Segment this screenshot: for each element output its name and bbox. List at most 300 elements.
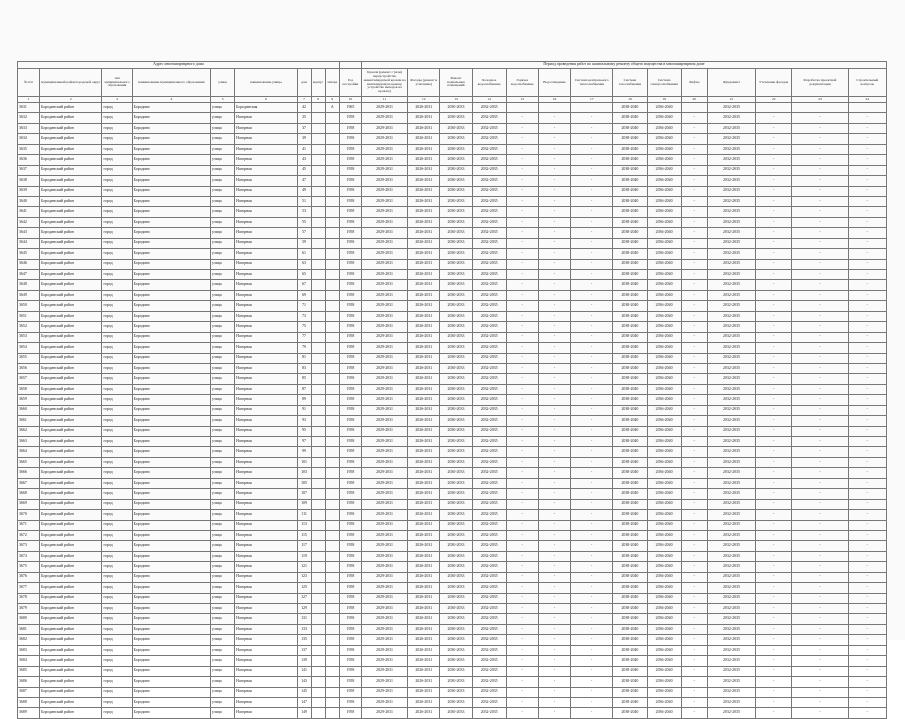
table-cell: - [506,144,538,154]
table-cell: 3631 [18,103,40,113]
table-cell: 2026-2031 [408,113,440,123]
table-cell: улица [211,176,235,186]
table-cell: - [571,666,613,676]
table-cell: 2029-2031 [361,677,407,687]
table-cell: - [506,123,538,133]
table-cell: 3660 [18,405,40,415]
table-cell: 125 [297,583,311,593]
table-cell: - [792,332,848,342]
table-cell: 2026-2031 [408,207,440,217]
table-cell: - [538,134,570,144]
table-cell: - [792,238,848,248]
table-cell: Бородинский район [40,144,102,154]
table-row [18,708,887,718]
table-cell: город [102,468,132,478]
column-header: литера [325,69,339,97]
table-cell: 2032-2035 [707,687,755,697]
table-cell: - [792,624,848,634]
column-number: 22 [756,97,792,103]
table-cell: 1958 [339,624,361,634]
table-cell: 3658 [18,384,40,394]
table-cell: - [848,551,886,561]
table-cell: 2030-2033 [440,144,472,154]
table-cell: 3661 [18,416,40,426]
table-cell: - [681,635,707,645]
column-header: Система центрального теплоснабжения [571,69,613,97]
table-cell [311,207,325,217]
table-cell: Нагорная [235,604,297,614]
table-cell: город [102,447,132,457]
table-cell: - [792,155,848,165]
table-cell: Бородино [132,322,210,332]
column-number: 2 [40,97,102,103]
table-cell: - [848,489,886,499]
table-cell: Бородино [132,593,210,603]
table-cell: Бородинский район [40,489,102,499]
table-cell: Бородино [132,697,210,707]
table-cell: город [102,238,132,248]
table-cell: Нагорная [235,384,297,394]
table-cell: - [538,259,570,269]
table-cell [311,343,325,353]
table-cell: 2036-2040 [647,144,681,154]
table-row [18,468,887,478]
table-cell: 3678 [18,593,40,603]
table-cell: 2032-2035 [472,499,506,509]
table-cell: 2029-2031 [361,322,407,332]
table-cell: 2032-2035 [472,478,506,488]
table-cell: 2032-2035 [472,301,506,311]
table-cell: 2026-2031 [408,353,440,363]
table-cell: 2032-2035 [707,426,755,436]
table-cell [325,123,339,133]
table-cell: 2029-2031 [361,113,407,123]
table-cell: - [681,520,707,530]
table-cell: - [571,186,613,196]
table-cell [311,238,325,248]
table-cell: 2032-2035 [472,593,506,603]
table-cell: Нагорная [235,645,297,655]
table-cell: 37 [297,123,311,133]
column-number: 10 [339,97,361,103]
table-cell: - [681,217,707,227]
table-cell: 1958 [339,238,361,248]
table-cell: 2026-2031 [408,708,440,718]
table-cell: 2026-2031 [408,583,440,593]
table-cell: Нагорная [235,353,297,363]
table-cell: - [506,311,538,321]
table-cell: 2032-2035 [472,311,506,321]
table-cell: 2030-2033 [440,645,472,655]
table-cell: 83 [297,363,311,373]
table-cell: 2036-2040 [647,405,681,415]
table-cell: город [102,134,132,144]
table-cell: - [506,562,538,572]
table-cell: Бородино [132,384,210,394]
table-cell: Бородино [132,155,210,165]
table-cell: Бородинский район [40,384,102,394]
table-cell: 2032-2035 [707,123,755,133]
table-cell: 115 [297,530,311,540]
table-cell: Бородино [132,635,210,645]
table-cell: Бородинский район [40,165,102,175]
table-cell: улица [211,249,235,259]
table-cell: - [848,437,886,447]
table-row [18,270,887,280]
table-cell: 2030-2033 [440,541,472,551]
table-row [18,353,887,363]
table-cell: - [681,395,707,405]
table-cell [325,113,339,123]
table-cell: город [102,113,132,123]
table-row [18,301,887,311]
table-cell: город [102,186,132,196]
table-cell: 1958 [339,343,361,353]
table-cell: город [102,457,132,467]
table-cell: 2029-2031 [361,144,407,154]
table-cell: улица [211,343,235,353]
table-row [18,457,887,467]
table-cell [325,301,339,311]
table-cell: 2038-2040 [613,196,647,206]
table-cell: Бородинский район [40,155,102,165]
table-cell: 2032-2035 [472,259,506,269]
column-number: 18 [613,97,647,103]
table-cell: Бородинский район [40,259,102,269]
table-cell: - [848,478,886,488]
table-cell [571,103,613,113]
table-cell: город [102,144,132,154]
table-cell: - [571,530,613,540]
table-cell: - [848,249,886,259]
table-cell: 2029-2031 [361,530,407,540]
table-cell: 2038-2040 [613,687,647,697]
table-cell: 2026-2031 [408,290,440,300]
table-cell: 2032-2035 [472,489,506,499]
table-cell: 131 [297,614,311,624]
column-number: 7 [297,97,311,103]
table-cell [325,280,339,290]
table-cell: 2030-2033 [440,687,472,697]
table-cell: 2029-2031 [361,499,407,509]
table-cell: - [848,604,886,614]
table-cell: 2030-2033 [440,510,472,520]
table-cell: 2032-2035 [707,228,755,238]
table-row [18,478,887,488]
table-cell: - [848,217,886,227]
table-cell: - [681,624,707,634]
table-cell [311,186,325,196]
table-cell: - [506,176,538,186]
table-cell [311,426,325,436]
table-cell: 2032-2035 [472,249,506,259]
table-cell: 2032-2035 [707,405,755,415]
table-cell: 2029-2031 [361,343,407,353]
table-cell: 2032-2035 [472,541,506,551]
table-cell: Бородинский район [40,687,102,697]
table-cell: - [506,343,538,353]
table-cell: 2032-2035 [472,353,506,363]
table-cell: улица [211,499,235,509]
table-cell: Нагорная [235,228,297,238]
table-cell: Бородино [132,270,210,280]
table-cell: 2029-2031 [361,468,407,478]
table-cell: 2032-2035 [472,551,506,561]
table-cell: 2029-2031 [361,541,407,551]
table-cell: 2026-2031 [408,186,440,196]
table-cell: 2032-2035 [707,238,755,248]
table-cell: - [571,155,613,165]
table-cell: - [792,645,848,655]
table-cell: 2038-2040 [613,123,647,133]
table-cell: Бородино [132,186,210,196]
table-cell: - [681,374,707,384]
table-cell: 105 [297,478,311,488]
table-cell: Бородино [132,604,210,614]
table-cell: Бородинский район [40,593,102,603]
table-cell [325,343,339,353]
table-cell: 2032-2035 [707,249,755,259]
table-cell: - [538,123,570,133]
table-cell: - [756,624,792,634]
table-cell: - [538,113,570,123]
table-cell: - [848,363,886,373]
table-cell: 123 [297,572,311,582]
table-cell: 71 [297,301,311,311]
table-cell: - [848,666,886,676]
table-cell: город [102,249,132,259]
table-cell: Бородино [132,395,210,405]
table-cell: 3673 [18,541,40,551]
table-cell: - [756,311,792,321]
table-cell: 2030-2033 [440,447,472,457]
table-cell: 2030-2033 [440,562,472,572]
table-cell: - [506,416,538,426]
table-cell: 2036-2040 [647,363,681,373]
table-cell [325,468,339,478]
table-cell [311,520,325,530]
table-cell: - [792,489,848,499]
table-cell: - [681,311,707,321]
table-cell: 2032-2035 [707,478,755,488]
table-cell: 1965 [339,103,361,113]
table-cell: Бородинский район [40,677,102,687]
table-cell: - [792,123,848,133]
column-number: 20 [681,97,707,103]
table-cell: 1958 [339,520,361,530]
table-cell: улица [211,332,235,342]
table-cell: - [571,499,613,509]
table-cell: 2029-2031 [361,562,407,572]
table-cell: 2036-2040 [647,207,681,217]
table-cell: 2029-2031 [361,123,407,133]
table-cell: Бородинский район [40,614,102,624]
table-cell: 2038-2040 [613,113,647,123]
table-cell: - [506,489,538,499]
table-cell: - [756,280,792,290]
table-cell: 1958 [339,572,361,582]
table-cell: 101 [297,457,311,467]
table-cell: 3659 [18,395,40,405]
table-cell [311,708,325,718]
table-cell: Бородинский район [40,249,102,259]
table-cell: - [681,447,707,457]
table-cell: Нагорная [235,165,297,175]
table-cell: Бородинский район [40,207,102,217]
table-cell: 1958 [339,196,361,206]
table-cell: 2038-2040 [613,624,647,634]
table-cell: - [681,363,707,373]
table-cell: 2036-2040 [647,228,681,238]
table-cell: Бородино [132,301,210,311]
table-cell: 2038-2040 [613,437,647,447]
table-cell [311,311,325,321]
table-cell: 2026-2031 [408,144,440,154]
table-row [18,144,887,154]
table-cell: 2029-2031 [361,165,407,175]
table-cell: 2036-2040 [647,437,681,447]
table-cell: улица [211,228,235,238]
table-cell: 2038-2040 [613,530,647,540]
table-cell: 2032-2035 [472,332,506,342]
table-cell: - [848,238,886,248]
table-cell: - [538,687,570,697]
table-cell: 2032-2035 [707,144,755,154]
table-cell: - [848,457,886,467]
table-cell: 1958 [339,447,361,457]
table-cell: - [792,228,848,238]
table-cell: 3653 [18,332,40,342]
table-cell [311,562,325,572]
table-cell: Нагорная [235,113,297,123]
table-cell: 119 [297,551,311,561]
table-cell: - [848,176,886,186]
table-cell: Нагорная [235,363,297,373]
table-cell: город [102,270,132,280]
table-cell: - [756,583,792,593]
table-cell: 2026-2031 [408,510,440,520]
table-cell: 2030-2033 [440,478,472,488]
table-cell: 2030-2033 [440,697,472,707]
table-cell: - [848,353,886,363]
table-cell: - [756,353,792,363]
table-cell: город [102,604,132,614]
table-cell: 2032-2035 [707,551,755,561]
table-cell: - [756,604,792,614]
table-cell: город [102,562,132,572]
table-cell: город [102,677,132,687]
table-cell: - [571,614,613,624]
table-cell: 1958 [339,207,361,217]
table-cell: - [538,677,570,687]
table-cell: 3646 [18,259,40,269]
table-cell: 2030-2033 [440,384,472,394]
table-cell [311,551,325,561]
table-cell: Нагорная [235,510,297,520]
table-cell: Бородинский район [40,416,102,426]
table-cell: 2026-2031 [408,416,440,426]
table-cell: Бородинский район [40,103,102,113]
table-cell: 2032-2035 [707,697,755,707]
table-cell: 1958 [339,562,361,572]
table-cell: - [848,280,886,290]
table-cell: 2036-2040 [647,677,681,687]
table-cell: город [102,583,132,593]
table-cell: 2032-2035 [707,165,755,175]
table-row [18,593,887,603]
table-cell [311,395,325,405]
table-cell: 63 [297,259,311,269]
table-cell: город [102,572,132,582]
table-cell: 99 [297,447,311,457]
table-cell: Нагорная [235,374,297,384]
table-cell: - [756,144,792,154]
table-cell: - [756,259,792,269]
table-cell: - [848,113,886,123]
table-cell: - [848,593,886,603]
table-cell: 141 [297,666,311,676]
table-cell: 2032-2035 [472,384,506,394]
table-cell: Бородино [132,144,210,154]
table-cell: - [792,311,848,321]
table-cell: - [792,249,848,259]
table-cell: - [506,363,538,373]
table-cell [311,176,325,186]
table-cell: 2026-2031 [408,697,440,707]
table-cell [848,103,886,113]
table-cell [325,134,339,144]
table-cell: 2032-2035 [707,217,755,227]
column-number: 14 [472,97,506,103]
table-cell [325,416,339,426]
table-row [18,238,887,248]
table-cell: - [681,123,707,133]
table-cell: - [792,353,848,363]
table-cell: Нагорная [235,677,297,687]
table-cell: 2029-2031 [361,697,407,707]
table-cell: 1958 [339,489,361,499]
table-cell: 1958 [339,530,361,540]
table-cell: 2038-2040 [613,290,647,300]
table-cell: 2026-2031 [408,572,440,582]
table-cell: - [792,635,848,645]
table-cell: улица [211,207,235,217]
table-cell: Бородино [132,405,210,415]
table-cell [325,144,339,154]
table-cell: Нагорная [235,708,297,718]
table-row [18,416,887,426]
table-cell: Бородино [132,176,210,186]
table-cell: 3640 [18,196,40,206]
table-cell: 2030-2033 [440,249,472,259]
table-cell: - [506,457,538,467]
column-header: Строительный контроль [848,69,886,97]
table-cell: 2036-2040 [647,614,681,624]
table-cell: улица [211,614,235,624]
table-cell: - [506,238,538,248]
table-cell: - [571,196,613,206]
table-cell [311,322,325,332]
table-cell: 2036-2040 [647,447,681,457]
table-cell: улица [211,468,235,478]
table-cell: 2026-2031 [408,259,440,269]
table-cell: - [848,311,886,321]
table-cell: Бородино [132,332,210,342]
table-cell: 3641 [18,207,40,217]
table-cell: - [571,217,613,227]
table-cell: - [506,332,538,342]
table-cell: 2026-2031 [408,134,440,144]
